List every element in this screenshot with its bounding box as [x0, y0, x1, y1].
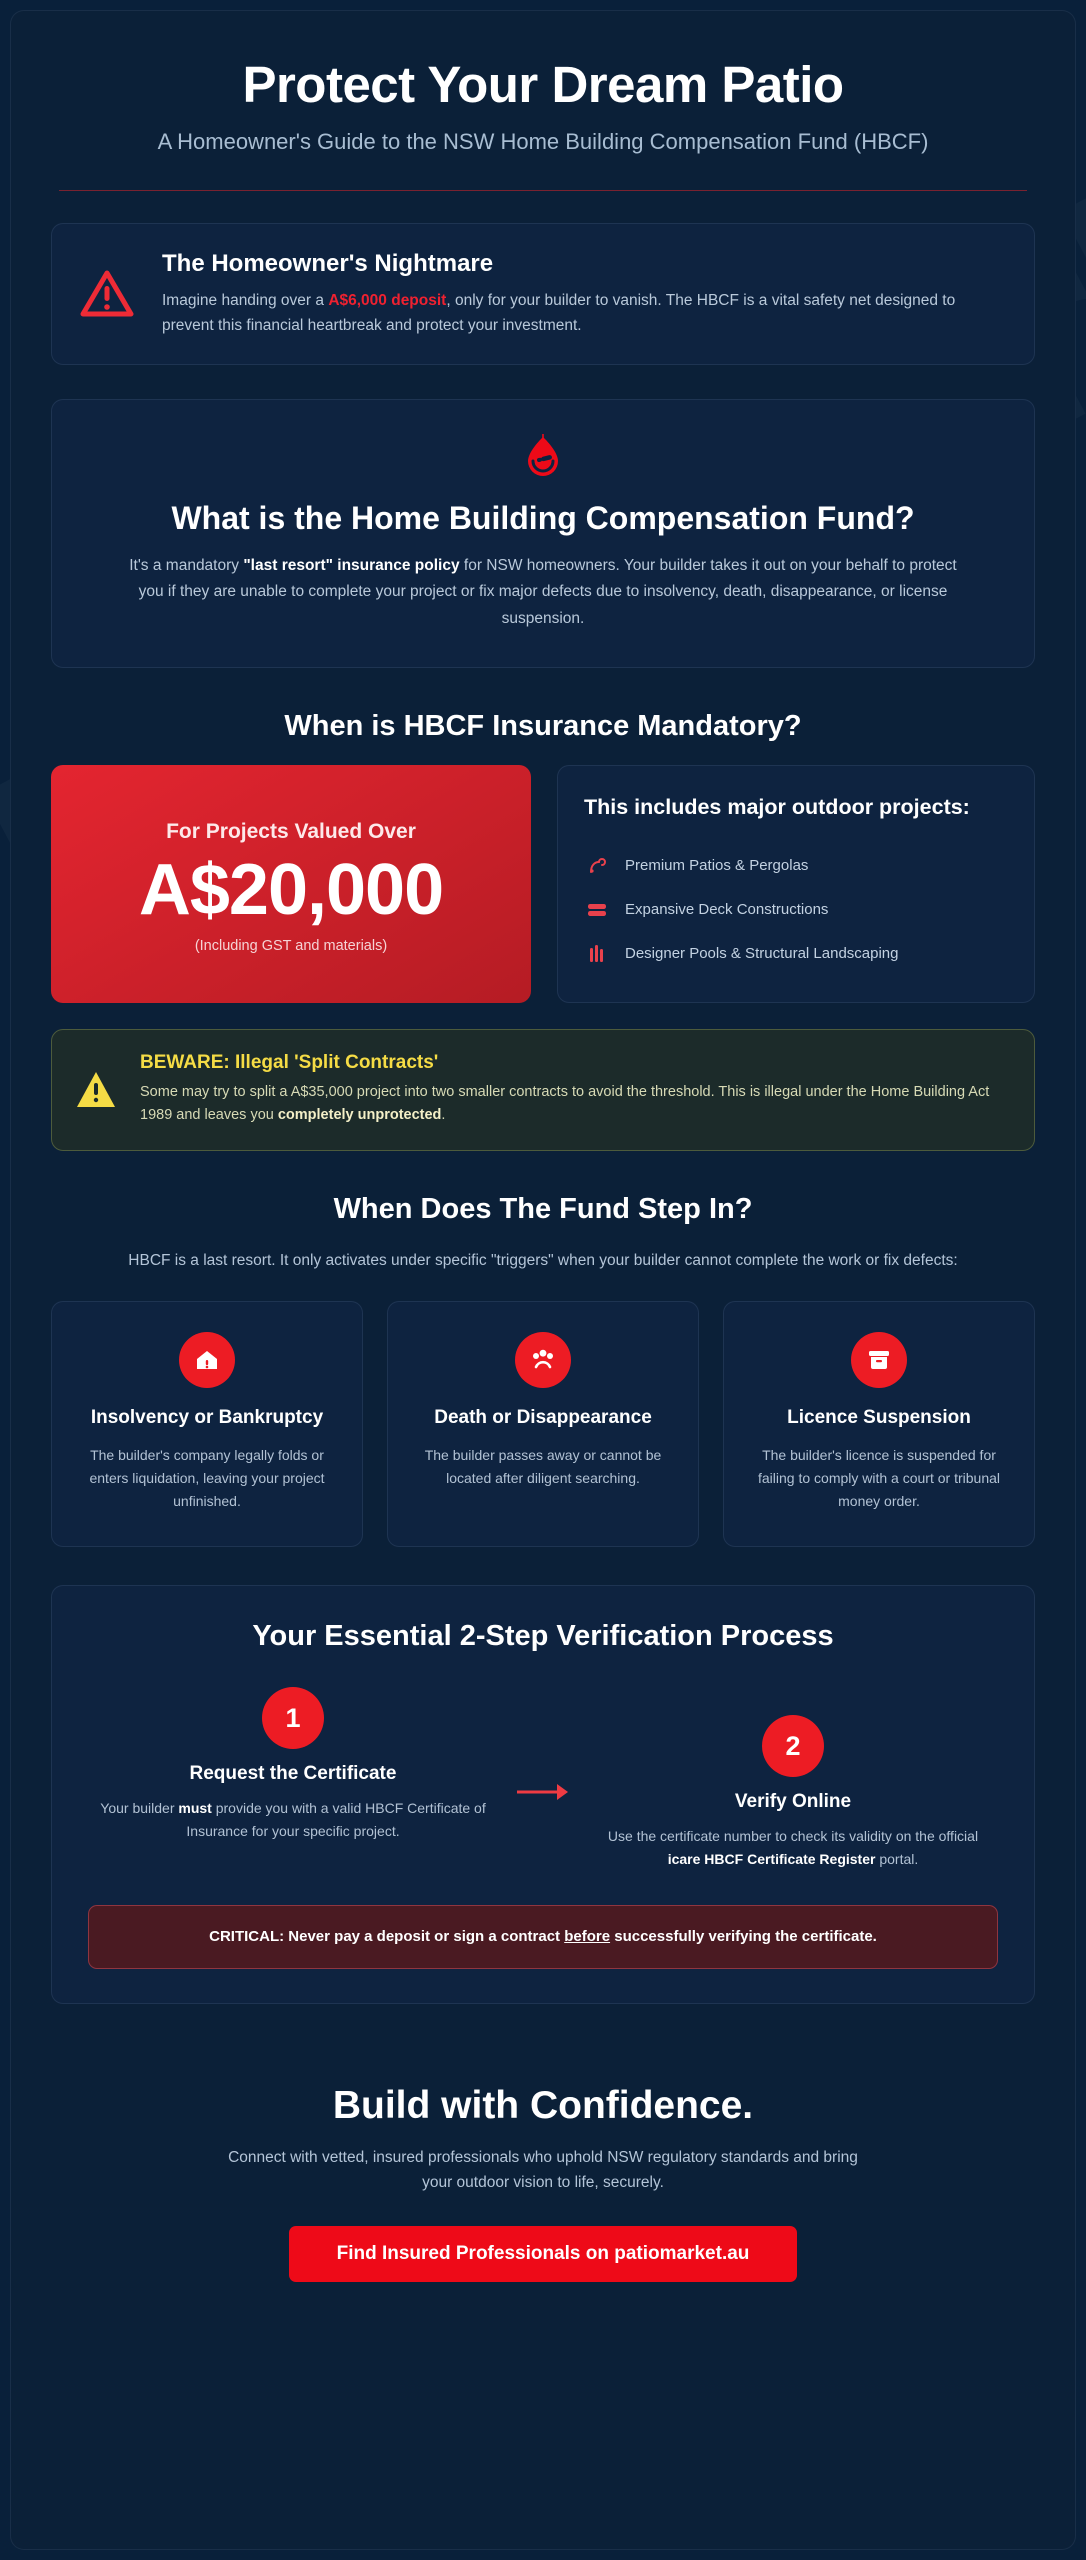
critical-underline: before [564, 1927, 611, 1945]
verification-process-card [51, 1585, 1035, 2004]
pool-landscape-icon [584, 943, 610, 965]
step2-text-bold: icare HBCF Certificate Register [667, 1850, 876, 1867]
step-text [88, 1797, 498, 1842]
trigger-card-death [387, 1301, 699, 1547]
nightmare-highlight: A$6,000 deposit [328, 291, 447, 309]
mandatory-section-title: When is HBCF Insurance Mandatory? [284, 709, 802, 742]
find-professionals-button[interactable]: Find Insured Professionals on patiomarket.au [289, 2226, 798, 2282]
beware-text-block [140, 1052, 1006, 1128]
page-subtitle: A Homeowner's Guide to the NSW Home Building Compensation Fund (HBCF) [157, 129, 929, 155]
threshold-label: For Projects Valued Over [166, 819, 416, 843]
trigger-text: The builder passes away or cannot be located after diligent searching. [424, 1447, 662, 1486]
trigger-text: The builder's licence is suspended for failing to comply with a court or tribunal money order. [758, 1447, 1000, 1509]
trigger-cards-row [51, 1301, 1035, 1547]
warning-triangle-icon [76, 268, 138, 320]
includes-item-label: Expansive Deck Constructions [625, 901, 829, 919]
step2-text-2: portal. [875, 1850, 919, 1867]
step-text [588, 1825, 998, 1870]
nightmare-body [162, 288, 1004, 338]
sad-face-icon [515, 1332, 571, 1388]
what-is-body-bold: "last resort" insurance policy [243, 556, 460, 574]
nightmare-text-before: Imagine handing over a [162, 291, 329, 309]
step-number-badge: 2 [762, 1715, 824, 1777]
house-alert-icon [179, 1332, 235, 1388]
includes-title: This includes major outdoor projects: [584, 794, 970, 819]
threshold-value: A$20,000 [138, 849, 444, 930]
verification-step-2 [588, 1687, 998, 1870]
cta-title: Build with Confidence. [332, 2084, 754, 2128]
split-contracts-warning [51, 1029, 1035, 1151]
critical-warning-banner [88, 1905, 998, 1970]
list-item [584, 844, 1008, 888]
page-title: Protect Your Dream Patio [242, 56, 844, 113]
beware-body [140, 1081, 1006, 1128]
what-is-hbcf-card [51, 399, 1035, 668]
what-is-title: What is the Home Building Compensation Fund? [171, 499, 915, 536]
critical-text-1: CRITICAL: Never pay a deposit or sign a contract [209, 1927, 565, 1945]
includes-item-label: Premium Patios & Pergolas [625, 857, 809, 875]
verification-step-1 [88, 1687, 498, 1842]
nightmare-text-block [162, 250, 1004, 338]
trigger-card-licence [723, 1301, 1035, 1547]
beware-text-2: . [441, 1107, 446, 1124]
nightmare-text-after: , only for your builder to vanish. The HBCF is a vital safety net designed to prevent this financial heartbreak and protect your investment. [162, 291, 956, 334]
threshold-note: (Including GST and materials) [194, 937, 388, 954]
list-item [584, 932, 1008, 976]
mandatory-row [51, 765, 1035, 1003]
nightmare-title: The Homeowner's Nightmare [162, 249, 494, 277]
triggers-lead-text: HBCF is a last resort. It only activates under specific "triggers" when your builder cannot complete the work or fix defects: [128, 1251, 958, 1269]
patiomarket-logo-icon [88, 434, 998, 478]
beware-text-1: Some may try to split a A$35,000 project into two smaller contracts to avoid the threshold. This is illegal under the Home Building Act 1989 and leaves you [140, 1083, 990, 1124]
trigger-title: Insolvency or Bankruptcy [90, 1407, 324, 1429]
pergola-icon [584, 855, 610, 877]
step-title: Verify Online [734, 1791, 852, 1813]
beware-title: BEWARE: Illegal 'Split Contracts' [140, 1051, 439, 1073]
footer-cta [51, 2084, 1035, 2306]
includes-projects-card [557, 765, 1035, 1003]
beware-text-bold: completely unprotected [277, 1107, 442, 1124]
verification-title: Your Essential 2-Step Verification Process [252, 1620, 834, 1653]
what-is-body-2: for NSW homeowners. Your builder takes it out on your behalf to protect you if they are unable to complete your project or fix major defects due to insolvency, death, disappearance, or license suspension. [138, 556, 957, 628]
deck-layers-icon [584, 899, 610, 921]
homeowners-nightmare-card [51, 223, 1035, 365]
what-is-body-1: It's a mandatory [129, 556, 244, 574]
step1-text-bold: must [178, 1800, 212, 1817]
critical-text-2: successfully verifying the certificate. [610, 1927, 877, 1945]
trigger-title: Licence Suspension [787, 1407, 971, 1429]
yellow-warning-triangle-icon [74, 1070, 118, 1110]
verification-steps [88, 1687, 998, 1870]
header [51, 45, 1035, 157]
includes-item-label: Designer Pools & Structural Landscaping [625, 945, 899, 963]
list-item [584, 888, 1008, 932]
arrow-right-icon [508, 1687, 578, 1805]
step-title: Request the Certificate [189, 1763, 397, 1785]
header-divider [59, 190, 1027, 191]
step2-text-1: Use the certificate number to check its validity on the official [607, 1828, 979, 1845]
trigger-text: The builder's company legally folds or enters liquidation, leaving your project unfinished. [89, 1447, 325, 1509]
content-shell [10, 10, 1076, 2550]
step-number-badge: 1 [262, 1687, 324, 1749]
suspended-licence-icon [851, 1332, 907, 1388]
includes-list [584, 844, 1008, 976]
trigger-title: Death or Disappearance [434, 1407, 652, 1429]
triggers-section-title: When Does The Fund Step In? [333, 1192, 753, 1225]
trigger-card-insolvency [51, 1301, 363, 1547]
cta-text: Connect with vetted, insured professionals who uphold NSW regulatory standards and bring your outdoor vision to life, securely. [228, 2149, 858, 2192]
step1-text-1: Your builder [100, 1800, 179, 1817]
what-is-body [128, 553, 958, 633]
threshold-amount-box [51, 765, 531, 1003]
step1-text-2: provide you with a valid HBCF Certificate of Insurance for your specific project. [186, 1800, 486, 1839]
